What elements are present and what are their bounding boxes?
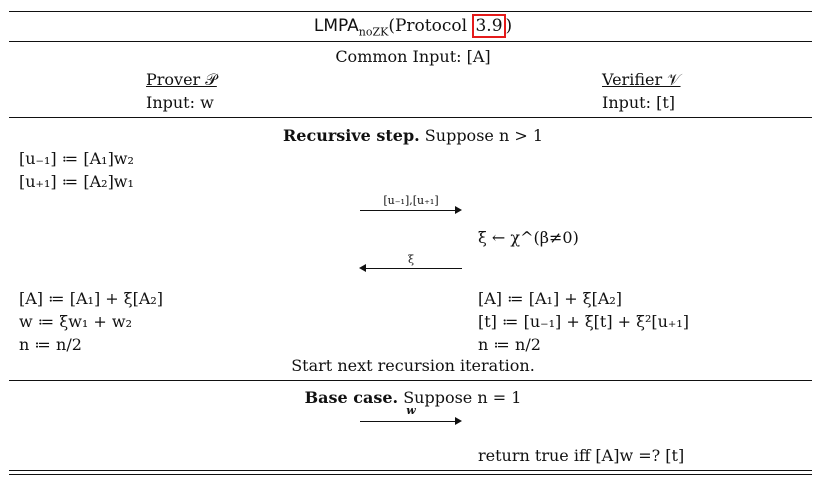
recursion-footer: Start next recursion iteration. [291,356,535,375]
recursive-step-label: Recursive step. [282,126,420,145]
message-w-label: w [406,404,416,417]
verifier-update-t: [t] ≔ [u₋₁] + ξ[t] + ξ²[u₊₁] [478,312,690,331]
verifier-final-check: return true iff [A]w =? [t] [478,446,685,465]
arrow-to-verifier-2 [360,421,456,422]
bottom-rule-2 [9,474,812,475]
arrow-head-left-icon [359,264,366,272]
prover-compute-u-plus: [u₊₁] ≔ [A₂]w₁ [19,172,134,191]
arrow-head-right-icon [455,206,462,214]
verifier-input: Input: [t] [602,93,675,112]
title-protocol-prefix: (Protocol [388,16,473,36]
arrow-to-verifier-1 [360,210,456,211]
verifier-heading: Verifier 𝒱 [602,70,681,89]
recursive-step-heading [0,126,826,145]
title-protocol-suffix: ) [505,16,513,36]
verifier-sample-xi: ξ ← χ^(β≠0) [478,228,579,247]
prover-update-n: n ≔ n/2 [19,335,82,354]
title-name: LMPA [313,16,359,36]
verifier-update-A: [A] ≔ [A₁] + ξ[A₂] [478,289,623,308]
arrow-head-right-icon [455,417,462,425]
base-case-label: Base case. [304,388,399,407]
recursive-step-condition: Suppose n > 1 [419,126,544,145]
message-xi-label: ξ [407,253,415,266]
common-input: Common Input: [A] [335,47,491,66]
top-rule [9,11,812,12]
prover-heading: Prover 𝒫 [146,70,217,89]
prover-update-w: w ≔ ξw₁ + w₂ [19,312,133,331]
arrow-to-prover [366,268,462,269]
bottom-rule-1 [9,470,812,471]
verifier-update-n: n ≔ n/2 [478,335,541,354]
title-rule [9,41,812,42]
prover-input: Input: w [146,93,214,112]
base-case-rule [9,380,812,381]
prover-update-A: [A] ≔ [A₁] + ξ[A₂] [19,289,164,308]
message-u-label: [u₋₁],[u₊₁] [383,194,439,207]
title-subscript: noZK [358,25,389,39]
prover-compute-u-minus: [u₋₁] ≔ [A₁]w₂ [19,149,134,168]
protocol-title [0,16,826,38]
base-case-condition: Suppose n = 1 [398,388,522,407]
protocol-reference-link[interactable]: 3.9 [472,14,505,38]
section-rule [9,117,812,118]
